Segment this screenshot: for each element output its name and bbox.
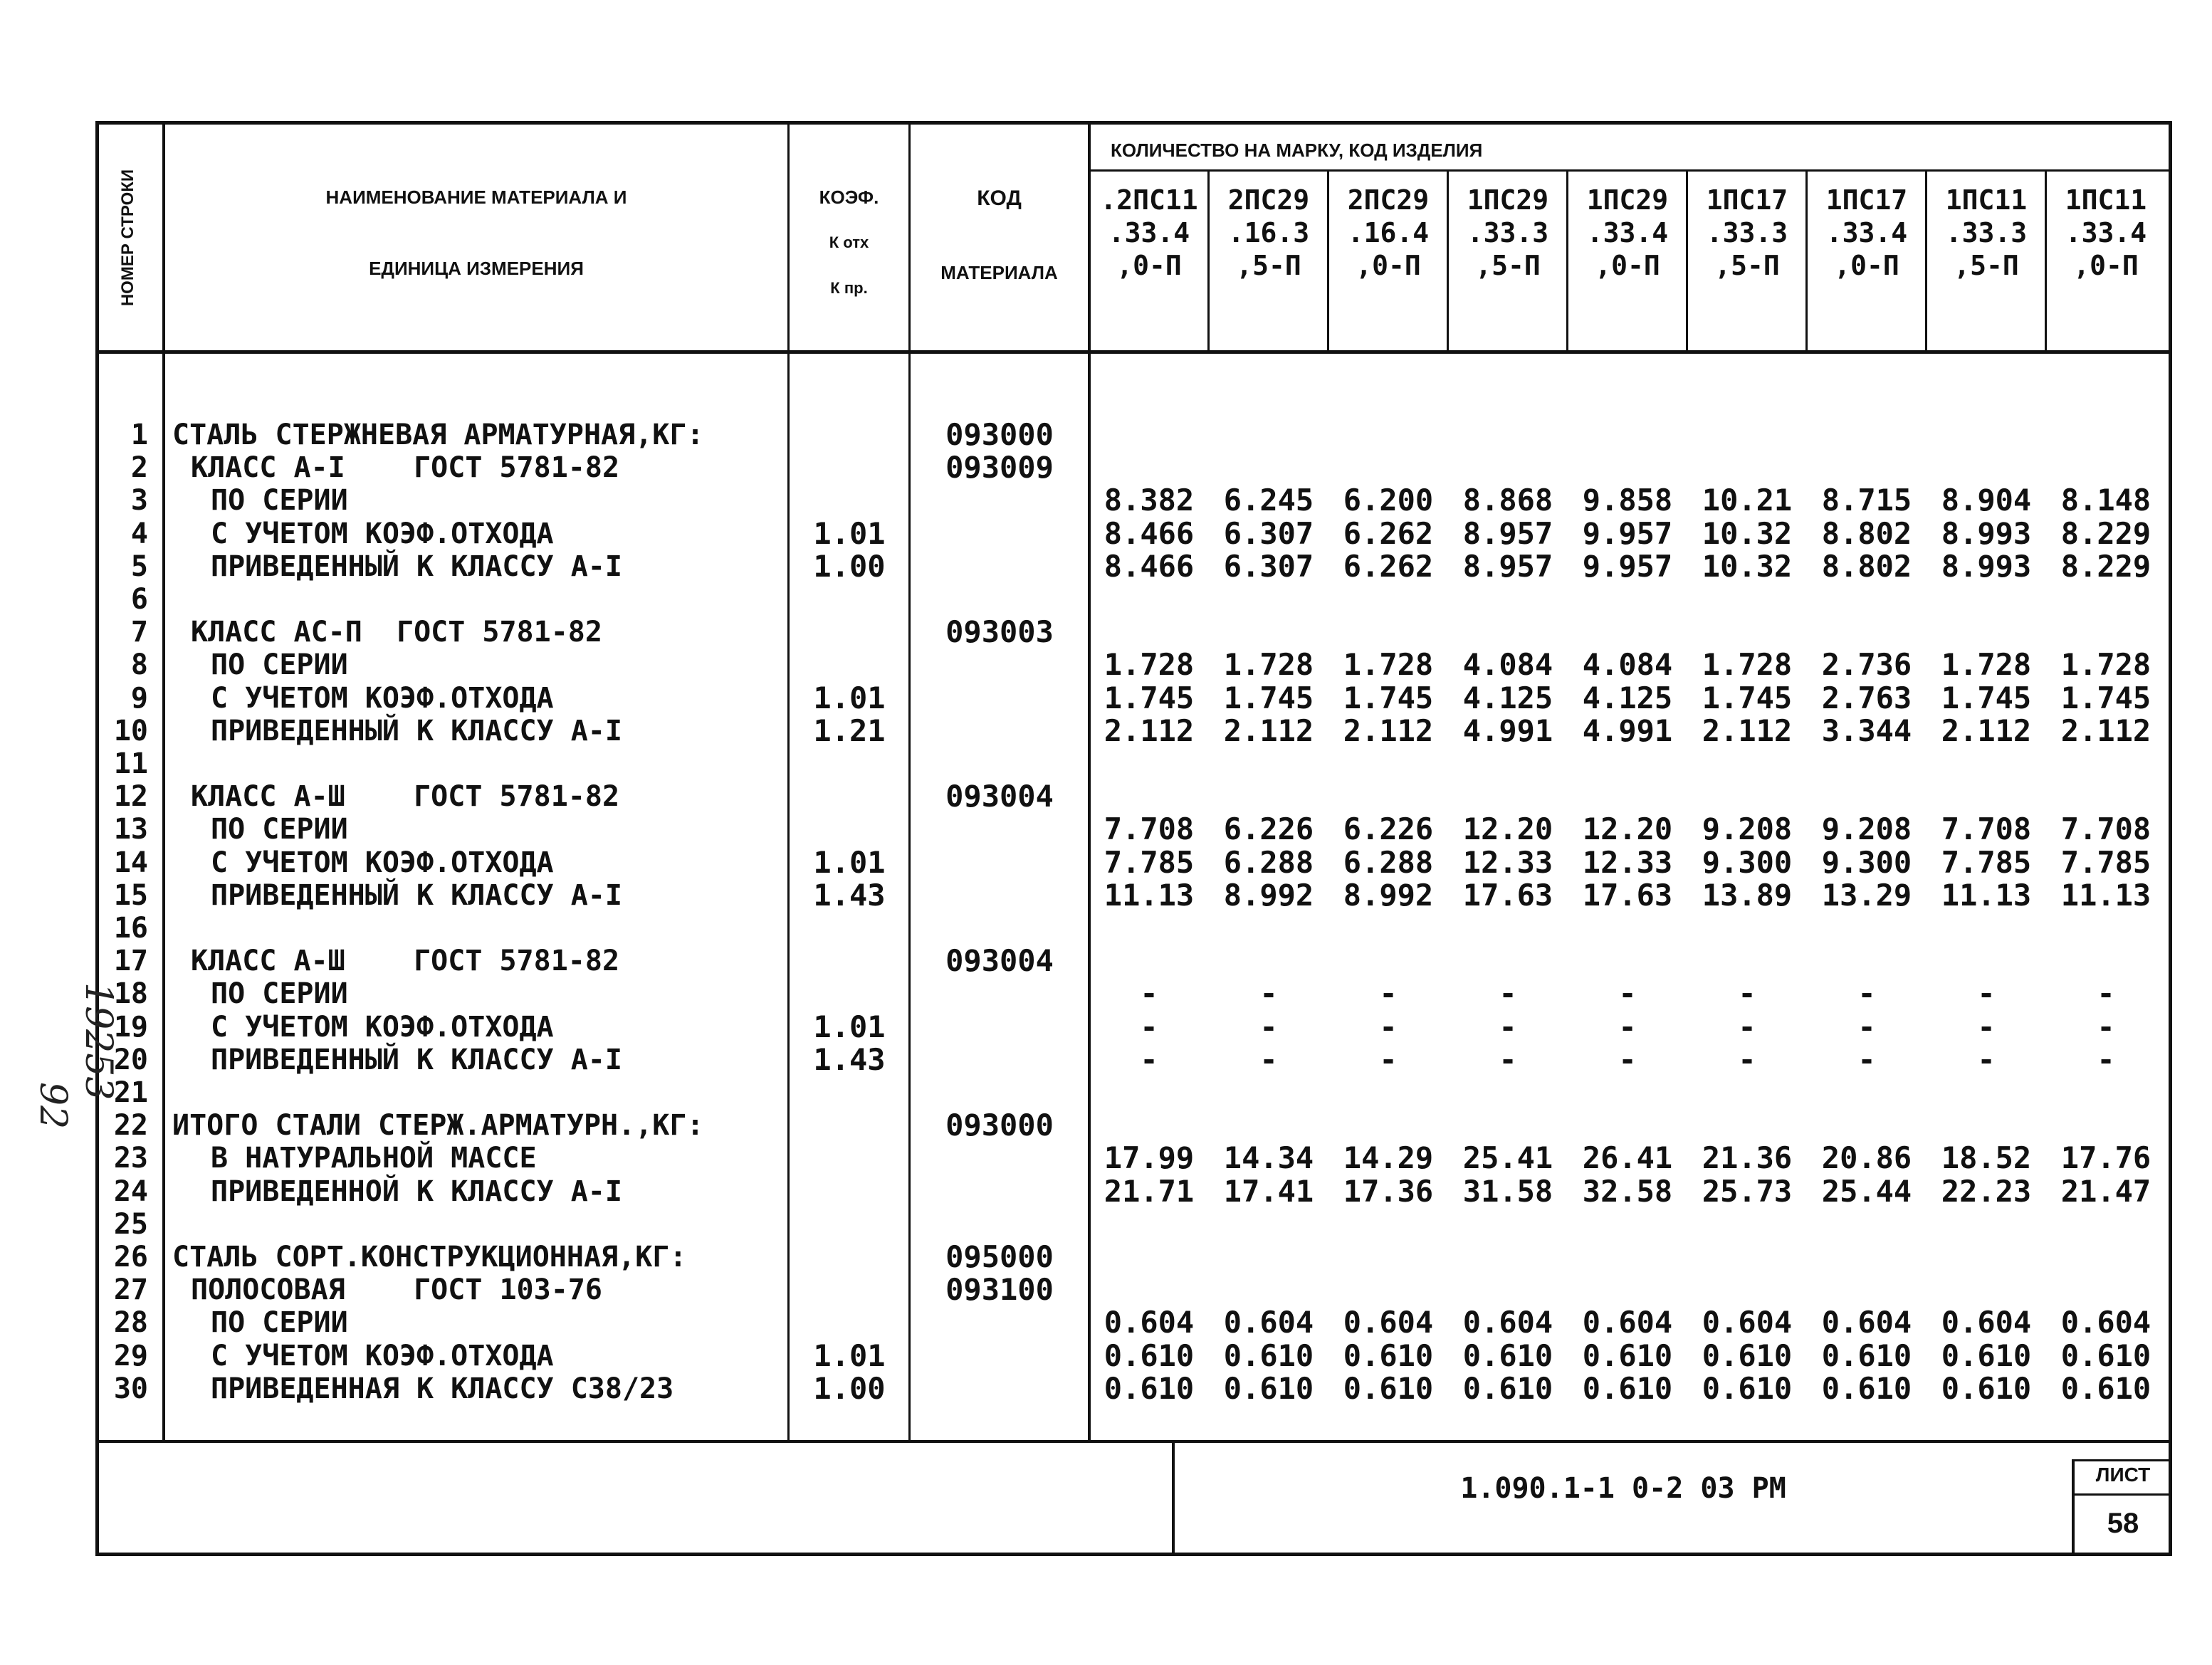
quantity-cell: 4.084 (1462, 647, 1553, 683)
row-number: 21 (113, 1076, 148, 1109)
material-name: С УЧЕТОМ КОЭФ.ОТХОДА (211, 1339, 554, 1372)
row-number: 29 (113, 1339, 148, 1372)
quantity-cell: 17.36 (1343, 1173, 1434, 1209)
quantity-cell: 2.112 (1343, 713, 1434, 748)
quantity-cell: 9.208 (1702, 812, 1793, 847)
quantity-cell: 6.288 (1343, 844, 1434, 880)
quantity-cell: - (1140, 976, 1158, 1012)
quantity-cell: - (1379, 1041, 1398, 1077)
quantity-cell: - (1618, 976, 1637, 1012)
quantity-cell: 0.604 (1462, 1305, 1553, 1340)
quantity-cell: 0.610 (1343, 1370, 1434, 1406)
quantity-cell: 1.745 (1343, 680, 1434, 715)
quantity-cell: 8.229 (2060, 515, 2151, 551)
material-name: ПРИВЕДЕННЫЙ К КЛАССУ А-I (211, 1043, 622, 1076)
quantity-cell: 1.728 (1104, 647, 1195, 683)
coefficient: 1.01 (813, 515, 886, 551)
row-number: 27 (113, 1273, 148, 1307)
quantity-cell: 4.125 (1462, 680, 1553, 715)
quantity-cell: - (1259, 976, 1278, 1012)
row-number: 1 (130, 419, 148, 451)
material-name: ПО СЕРИИ (211, 977, 348, 1011)
coefficient: 1.01 (813, 1338, 886, 1373)
row-number: 28 (113, 1306, 148, 1340)
quantity-cell: 8.868 (1462, 483, 1553, 518)
quantity-cell: 14.29 (1343, 1140, 1434, 1176)
material-name: С УЧЕТОМ КОЭФ.ОТХОДА (211, 1010, 554, 1044)
quantity-cell: 0.610 (1821, 1338, 1912, 1373)
quantity-cell: 4.125 (1582, 680, 1673, 715)
quantity-cell: 4.991 (1462, 713, 1553, 748)
sheet-number: 58 (2107, 1508, 2139, 1539)
sheet-box-top (2072, 1459, 2171, 1461)
quantity-cell: 1.745 (1702, 680, 1793, 715)
quantity-cell: 10.32 (1702, 515, 1793, 551)
material-name: С УЧЕТОМ КОЭФ.ОТХОДА (211, 846, 554, 879)
quantity-cell: 6.262 (1343, 548, 1434, 584)
material-code: 093000 (945, 417, 1054, 452)
material-header-line2: ЕДИНИЦА ИЗМЕРЕНИЯ (369, 258, 584, 279)
quantity-cell: 21.36 (1702, 1140, 1793, 1176)
quantity-cell: 0.610 (1941, 1370, 2032, 1406)
quantity-cell: 21.47 (2060, 1173, 2151, 1209)
quantity-cell: 9.300 (1702, 844, 1793, 880)
quantity-cell: - (1140, 1009, 1158, 1044)
col-sep-name (787, 121, 790, 1441)
row-number: 20 (113, 1043, 148, 1076)
mark-5-line-3: ,0-П (1595, 250, 1660, 281)
quantity-cell: 9.957 (1582, 548, 1673, 584)
quantity-cell: 8.802 (1821, 515, 1912, 551)
frame-right (2169, 121, 2172, 1556)
code-header-line1: КОД (977, 187, 1022, 210)
row-number: 8 (130, 648, 148, 682)
coefficient: 1.00 (813, 1370, 886, 1406)
material-code: 093000 (945, 1108, 1054, 1143)
quantity-cell: 4.991 (1582, 713, 1673, 748)
mark-7-line-3: ,0-П (1834, 250, 1899, 281)
quantity-cell: 0.610 (2060, 1338, 2151, 1373)
quantity-cell: 6.226 (1223, 812, 1314, 847)
quantity-cell: 1.745 (2060, 680, 2151, 715)
mark-3-line-2: .16.4 (1347, 217, 1430, 248)
material-name: СТАЛЬ СТЕРЖНЕВАЯ АРМАТУРНАЯ,КГ: (172, 419, 704, 451)
mark-9-line-2: .33.4 (2065, 217, 2147, 248)
quantity-cell: 12.33 (1582, 844, 1673, 880)
row-number: 23 (113, 1142, 148, 1175)
quantity-cell: 21.71 (1104, 1173, 1195, 1209)
col-sep-rownum (162, 121, 165, 1441)
quantity-cell: 7.785 (2060, 844, 2151, 880)
quantity-cell: 6.307 (1223, 515, 1314, 551)
quantity-cell: 7.785 (1104, 844, 1195, 880)
table-bottom-rule (95, 1440, 2171, 1443)
frame-left (95, 121, 99, 1556)
quantity-cell: 0.604 (1941, 1305, 2032, 1340)
row-number: 11 (113, 747, 148, 780)
quantity-cell: 8.992 (1223, 877, 1314, 913)
frame-bottom (95, 1553, 2171, 1556)
material-name: ПО СЕРИИ (211, 484, 348, 518)
quantity-cell: 25.73 (1702, 1173, 1793, 1209)
material-name: СТАЛЬ СОРТ.КОНСТРУКЦИОННАЯ,КГ: (172, 1241, 687, 1273)
quantity-cell: 0.610 (1462, 1338, 1553, 1373)
row-number: 4 (130, 517, 148, 550)
quantity-cell: 0.610 (1821, 1370, 1912, 1406)
material-code: 093004 (945, 779, 1054, 814)
material-code: 093009 (945, 450, 1054, 485)
quantity-cell: 0.604 (1582, 1305, 1673, 1340)
row-number: 17 (113, 945, 148, 978)
quantity-cell: 1.745 (1223, 680, 1314, 715)
quantity-cell: 0.610 (1343, 1338, 1434, 1373)
quantity-cell: 0.610 (1104, 1370, 1195, 1406)
row-number: 22 (113, 1109, 148, 1143)
quantity-cell: - (1977, 976, 1996, 1012)
quantity-cell: 8.992 (1343, 877, 1434, 913)
quantity-cell: 2.112 (1104, 713, 1195, 748)
row-number: 5 (130, 550, 148, 583)
mark-8-line-2: .33.3 (1945, 217, 2028, 248)
quantity-cell: 0.604 (1702, 1305, 1793, 1340)
material-name: ПО СЕРИИ (211, 648, 348, 682)
quantity-cell: 10.21 (1702, 483, 1793, 518)
row-number: 19 (113, 1010, 148, 1044)
coef-header-line2: К отх (829, 233, 869, 251)
coef-header-line3: К пр. (830, 279, 868, 297)
mark-4-line-1: 1ПС29 (1467, 184, 1549, 216)
quantity-cell: 7.708 (1941, 812, 2032, 847)
frame-top (95, 121, 2171, 125)
quantity-cell: 9.208 (1821, 812, 1912, 847)
quantity-cell: 8.229 (2060, 548, 2151, 584)
quantity-cell: 10.32 (1702, 548, 1793, 584)
material-name: ПРИВЕДЕННЫЙ К КЛАССУ А-I (211, 550, 622, 583)
quantity-cell: 0.610 (1702, 1338, 1793, 1373)
quantity-cell: 20.86 (1821, 1140, 1912, 1176)
quantity-cell: 1.728 (1223, 647, 1314, 683)
quantity-cell: 22.23 (1941, 1173, 2032, 1209)
mark-4-line-2: .33.3 (1467, 217, 1549, 248)
quantity-cell: - (1977, 1041, 1996, 1077)
coefficient: 1.01 (813, 844, 886, 880)
quantity-cell: 26.41 (1582, 1140, 1673, 1176)
quantity-cell: 8.957 (1462, 548, 1553, 584)
quantity-cell: - (1379, 976, 1398, 1012)
coefficient: 1.00 (813, 548, 886, 584)
code-header-line2: МАТЕРИАЛА (940, 262, 1058, 283)
quantity-cell: 7.785 (1941, 844, 2032, 880)
row-number: 18 (113, 977, 148, 1011)
quantity-cell: 14.34 (1223, 1140, 1314, 1176)
quantity-cell: 6.288 (1223, 844, 1314, 880)
quantity-cell: - (1857, 1009, 1876, 1044)
row-number: 26 (113, 1241, 148, 1273)
quantity-cell: 31.58 (1462, 1173, 1553, 1209)
quantity-cell: 7.708 (1104, 812, 1195, 847)
material-name: ИТОГО СТАЛИ СТЕРЖ.АРМАТУРН.,КГ: (172, 1109, 704, 1143)
quantity-cell: 8.802 (1821, 548, 1912, 584)
quantity-cell: 17.41 (1223, 1173, 1314, 1209)
margin-note-line2: 92 (31, 1082, 74, 1130)
row-number: 16 (113, 912, 148, 945)
quantity-cell: - (1499, 1041, 1517, 1077)
mark-2-line-3: ,5-П (1236, 250, 1301, 281)
margin-note (28, 982, 121, 1217)
mark-9-line-1: 1ПС11 (2065, 184, 2147, 216)
quantity-cell: - (1499, 976, 1517, 1012)
quantity-cell: - (1618, 1041, 1637, 1077)
quantity-cell: 6.226 (1343, 812, 1434, 847)
quantity-cell: 0.604 (2060, 1305, 2151, 1340)
mark-3-line-1: 2ПС29 (1347, 184, 1430, 216)
quantity-cell: 1.728 (1702, 647, 1793, 683)
quantity-cell: 0.604 (1821, 1305, 1912, 1340)
quantity-cell: 1.745 (1941, 680, 2032, 715)
quantity-cell: 0.604 (1223, 1305, 1314, 1340)
material-name: В НАТУРАЛЬНОЙ МАССЕ (211, 1142, 537, 1175)
quantity-cell: 8.382 (1104, 483, 1195, 518)
quantity-cell: - (1738, 1041, 1756, 1077)
quantity-cell: - (1977, 1009, 1996, 1044)
row-number: 15 (113, 878, 148, 912)
quantity-cell: 9.957 (1582, 515, 1673, 551)
quantity-cell: 11.13 (2060, 877, 2151, 913)
quantity-cell: 8.466 (1104, 548, 1195, 584)
material-name: ПРИВЕДЕННЫЙ К КЛАССУ А-I (211, 714, 622, 747)
material-name: КЛАСС А-Ш ГОСТ 5781-82 (191, 945, 620, 978)
quantity-cell: 8.148 (2060, 483, 2151, 518)
quantity-cell: 3.344 (1821, 713, 1912, 748)
row-number: 25 (113, 1207, 148, 1241)
row-number: 13 (113, 813, 148, 846)
quantity-cell: 0.610 (2060, 1370, 2151, 1406)
mark-5-line-1: 1ПС29 (1586, 184, 1669, 216)
quantity-cell: 1.728 (1343, 647, 1434, 683)
row-number: 3 (130, 484, 148, 518)
quantity-cell: 11.13 (1104, 877, 1195, 913)
quantity-cell: - (2097, 1009, 2115, 1044)
mark-6-line-1: 1ПС17 (1706, 184, 1788, 216)
row-number-header: НОМЕР СТРОКИ (118, 169, 137, 307)
material-name: КЛАСС АС-П ГОСТ 5781-82 (191, 616, 602, 649)
row-number: 6 (130, 583, 148, 616)
mark-1-line-3: ,0-П (1116, 250, 1182, 281)
quantity-header: КОЛИЧЕСТВО НА МАРКУ, КОД ИЗДЕЛИЯ (1111, 140, 1483, 161)
material-code: 093004 (945, 943, 1054, 979)
quantity-cell: - (2097, 976, 2115, 1012)
quantity-cell: 12.33 (1462, 844, 1553, 880)
quantity-cell: 8.904 (1941, 483, 2032, 518)
quantity-cell: - (1499, 1009, 1517, 1044)
quantity-subrule (1089, 169, 2171, 172)
quantity-cell: - (1259, 1009, 1278, 1044)
material-name: ПО СЕРИИ (211, 813, 348, 846)
material-header-line1: НАИМЕНОВАНИЕ МАТЕРИАЛА И (325, 187, 627, 208)
quantity-cell: 25.41 (1462, 1140, 1553, 1176)
coefficient: 1.01 (813, 680, 886, 715)
quantity-cell: 6.245 (1223, 483, 1314, 518)
quantity-cell: 2.112 (2060, 713, 2151, 748)
quantity-cell: 8.466 (1104, 515, 1195, 551)
quantity-cell: 0.610 (1462, 1370, 1553, 1406)
quantity-cell: 7.708 (2060, 812, 2151, 847)
mark-2-line-1: 2ПС29 (1227, 184, 1310, 216)
coefficient: 1.43 (813, 877, 886, 913)
material-code: 095000 (945, 1239, 1054, 1274)
material-code: 093003 (945, 614, 1054, 650)
quantity-cell: 6.262 (1343, 515, 1434, 551)
quantity-cell: - (1259, 1041, 1278, 1077)
mark-8-line-3: ,5-П (1954, 250, 2019, 281)
quantity-cell: 17.63 (1462, 877, 1553, 913)
row-number: 9 (130, 681, 148, 715)
quantity-cell: 0.610 (1223, 1338, 1314, 1373)
material-code: 093100 (945, 1272, 1054, 1308)
sheet-box-mid (2072, 1493, 2171, 1496)
mark-5-line-2: .33.4 (1586, 217, 1669, 248)
margin-note-line1: 19253 (77, 982, 120, 1101)
quantity-cell: 2.736 (1821, 647, 1912, 683)
row-number: 30 (113, 1372, 148, 1405)
quantity-cell: 2.112 (1941, 713, 2032, 748)
row-number: 2 (130, 451, 148, 485)
mark-9-line-3: ,0-П (2073, 250, 2139, 281)
quantity-cell: 8.715 (1821, 483, 1912, 518)
quantity-cell: - (1618, 1009, 1637, 1044)
quantity-cell: - (1379, 1009, 1398, 1044)
quantity-cell: 8.993 (1941, 515, 2032, 551)
quantity-cell: 17.63 (1582, 877, 1673, 913)
quantity-cell: - (2097, 1041, 2115, 1077)
coefficient: 1.21 (813, 713, 886, 748)
row-number: 7 (130, 616, 148, 649)
mark-6-line-2: .33.3 (1706, 217, 1788, 248)
quantity-cell: 0.610 (1223, 1370, 1314, 1406)
material-name: ПОЛОСОВАЯ ГОСТ 103-76 (191, 1273, 602, 1307)
quantity-cell: 0.610 (1582, 1338, 1673, 1373)
row-number: 24 (113, 1175, 148, 1208)
row-number: 14 (113, 846, 148, 879)
quantity-cell: 0.610 (1941, 1338, 2032, 1373)
mark-6-line-3: ,5-П (1714, 250, 1780, 281)
coefficient: 1.01 (813, 1009, 886, 1044)
sheet-label: ЛИСТ (2095, 1464, 2151, 1486)
quantity-cell: 8.957 (1462, 515, 1553, 551)
quantity-cell: 2.763 (1821, 680, 1912, 715)
mark-8-line-1: 1ПС11 (1945, 184, 2028, 216)
coef-header-line1: КОЭФ. (819, 187, 879, 208)
quantity-cell: 4.084 (1582, 647, 1673, 683)
quantity-cell: - (1857, 976, 1876, 1012)
quantity-cell: 11.13 (1941, 877, 2032, 913)
quantity-cell: 8.993 (1941, 548, 2032, 584)
material-name: ПРИВЕДЕННОЙ К КЛАССУ А-I (211, 1175, 622, 1208)
quantity-cell: 2.112 (1223, 713, 1314, 748)
quantity-cell: 0.604 (1343, 1305, 1434, 1340)
material-name: КЛАСС А-Ш ГОСТ 5781-82 (191, 780, 620, 814)
quantity-cell: 2.112 (1702, 713, 1793, 748)
quantity-cell: - (1738, 1009, 1756, 1044)
material-name: КЛАСС А-I ГОСТ 5781-82 (191, 451, 620, 485)
quantity-cell: 25.44 (1821, 1173, 1912, 1209)
quantity-cell: 0.610 (1582, 1370, 1673, 1406)
mark-7-line-2: .33.4 (1825, 217, 1908, 248)
quantity-cell: 6.200 (1343, 483, 1434, 518)
quantity-cell: 9.858 (1582, 483, 1673, 518)
quantity-cell: 12.20 (1462, 812, 1553, 847)
quantity-cell: 17.99 (1104, 1140, 1195, 1176)
quantity-cell: - (1140, 1041, 1158, 1077)
quantity-cell: 0.604 (1104, 1305, 1195, 1340)
mark-1-line-2: .33.4 (1108, 217, 1190, 248)
quantity-cell: 0.610 (1104, 1338, 1195, 1373)
mark-1-line-1: .2ПС11 (1100, 184, 1198, 216)
quantity-cell: 17.76 (2060, 1140, 2151, 1176)
mark-3-line-3: ,0-П (1356, 250, 1421, 281)
header-bottom-rule (95, 350, 2171, 354)
quantity-cell: 12.20 (1582, 812, 1673, 847)
row-number: 10 (113, 714, 148, 747)
mark-7-line-1: 1ПС17 (1825, 184, 1908, 216)
material-name: ПРИВЕДЕННАЯ К КЛАССУ С38/23 (211, 1372, 674, 1405)
quantity-cell: 13.29 (1821, 877, 1912, 913)
quantity-cell: 0.610 (1702, 1370, 1793, 1406)
quantity-cell: 9.300 (1821, 844, 1912, 880)
quantity-cell: 1.745 (1104, 680, 1195, 715)
quantity-cell: 13.89 (1702, 877, 1793, 913)
quantity-cell: 6.307 (1223, 548, 1314, 584)
document-code: 1.090.1-1 0-2 03 РМ (1460, 1472, 1786, 1505)
row-number: 12 (113, 780, 148, 814)
quantity-cell: - (1738, 976, 1756, 1012)
quantity-cell: 1.728 (1941, 647, 2032, 683)
mark-2-line-2: .16.3 (1227, 217, 1310, 248)
material-name: С УЧЕТОМ КОЭФ.ОТХОДА (211, 681, 554, 715)
coefficient: 1.43 (813, 1041, 886, 1077)
quantity-cell: 18.52 (1941, 1140, 2032, 1176)
quantity-cell: 32.58 (1582, 1173, 1673, 1209)
material-name: С УЧЕТОМ КОЭФ.ОТХОДА (211, 517, 554, 550)
quantity-cell: - (1857, 1041, 1876, 1077)
material-name: ПО СЕРИИ (211, 1306, 348, 1340)
material-name: ПРИВЕДЕННЫЙ К КЛАССУ А-I (211, 878, 622, 912)
quantity-cell: 1.728 (2060, 647, 2151, 683)
mark-4-line-3: ,5-П (1475, 250, 1541, 281)
